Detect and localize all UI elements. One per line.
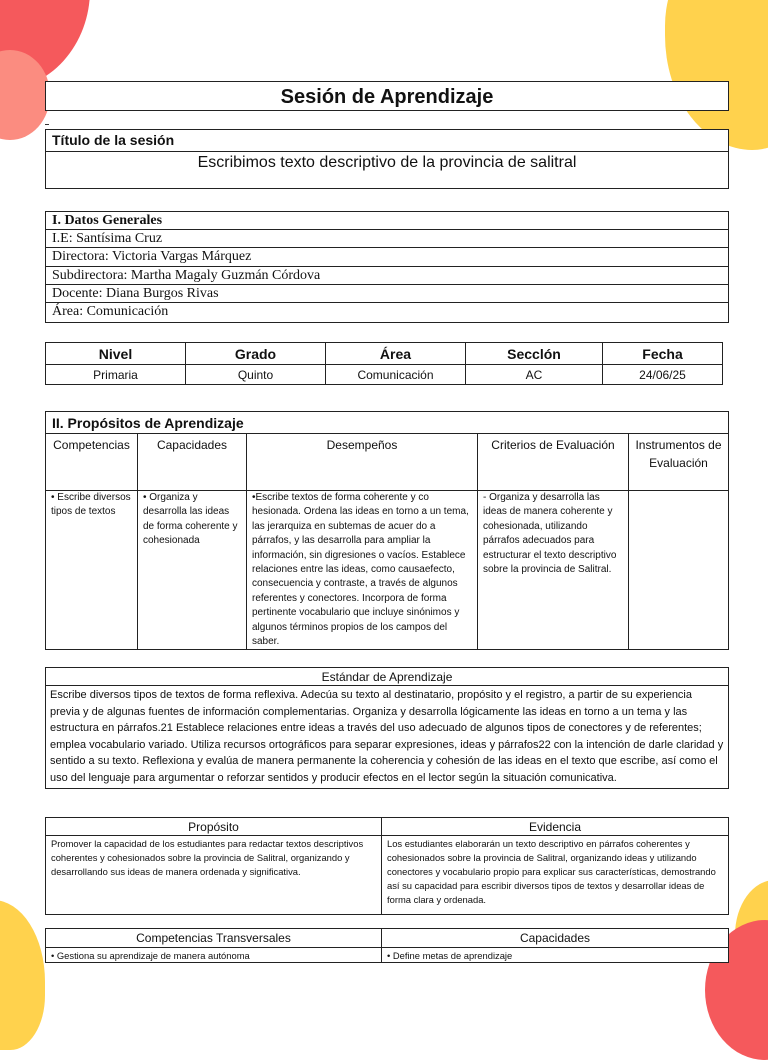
purposes-cell-capacidades: • Organiza y desarrolla las ideas de forma coherente y cohesionada: [138, 491, 247, 650]
page-title: Sesión de Aprendizaje: [45, 81, 729, 111]
purposes-cell-instrumentos: [629, 491, 729, 650]
purposes-cell-criterios: - Organiza y desarrolla las ideas de manera coherente y cohesionada, utilizando párrafos adecuados para estructurar el texto descriptivo sobre la provincia de Salitral.: [478, 491, 629, 650]
purposes-table: [45, 411, 729, 650]
info-header-area: Área: [326, 343, 466, 365]
purpose-text: Promover la capacidad de los estudiantes para redactar textos descriptivos coherentes y cohesionados sobre la provincia de Salitral, organizando y desarrollando sus ideas de manera ordenada y significativa.: [46, 836, 382, 915]
info-value-area: Comunicación: [326, 365, 466, 385]
purpose-heading: Propósito: [46, 818, 382, 836]
divider: [45, 124, 49, 125]
general-data-row: Docente: Diana Burgos Rivas: [46, 285, 728, 303]
transversal-capacities-heading: Capacidades: [382, 929, 729, 948]
standard-text: Escribe diversos tipos de textos de forma reflexiva. Adecúa su texto al destinatario, propósito y el registro, a partir de su experiencia previa y de algunas fuentes de información complementarias. Organiza y desarrolla lógicamente las ideas en torno a un tema y las estructura en párrafos.21 Establece relaciones entre ideas a través del uso adecuado de algunos tipos de conectores y de referentes; emplea vocabulario variado. Utiliza recursos ortográficos para separar expresiones, ideas y párrafos22 con la intención de darle claridad y sentido a su texto. Reflexiona y evalúa de manera permanente la coherencia y cohesión de las ideas en el texto que escribe, así como el uso del lenguaje para argumentar o reforzar sentidos y producir efectos en el lector según la situación comunicativa.: [46, 686, 729, 789]
standard-heading: Estándar de Aprendizaje: [46, 668, 729, 686]
purposes-header-capacidades: Capacidades: [138, 434, 247, 491]
purposes-header-competencias: Competencias: [46, 434, 138, 491]
info-value-seccion: AC: [466, 365, 603, 385]
purposes-heading: II. Propósitos de Aprendizaje: [46, 412, 729, 434]
transversal-capacity: • Define metas de aprendizaje: [382, 948, 729, 963]
purposes-cell-competencias: • Escribe diversos tipos de textos: [46, 491, 138, 650]
decor-blob-yellow: [665, 0, 768, 150]
purposes-header-desempenos: Desempeños: [247, 434, 478, 491]
info-header-fecha: Fecha: [603, 343, 723, 365]
general-data-box: [45, 211, 729, 323]
purposes-cell-desempenos: •Escribe textos de forma coherente y co hesionada. Ordena las ideas en torno a un tema, las jerarquiza en subtemas de acuer do a párrafos, y las desarrolla para ampliar la información, sin digresiones o vacíos. Establece relaciones entre las ideas, como causaefecto, consecuencia y contraste, a través de algunos referentes y conectores. Incorpora de forma pertinente vocabulario que incluye sinónimos y algunos términos propios de los campos del saber.: [247, 491, 478, 650]
info-value-fecha: 24/06/25: [603, 365, 723, 385]
purposes-header-criterios: Criterios de Evaluación: [478, 434, 629, 491]
session-title-value: Escribimos texto descriptivo de la provincia de salitral: [197, 154, 577, 171]
session-title-box: [45, 129, 729, 189]
evidence-text: Los estudiantes elaborarán un texto descriptivo en párrafos coherentes y cohesionados sobre la provincia de Salitral, organizando ideas y utilizando conectores y vocabulario propio para explicar sus características, demostrando así su capacidad para escribir diversos tipos de textos y desarrollar ideas de forma clara y ordenada.: [382, 836, 729, 915]
standard-table: [45, 667, 729, 789]
info-table: [45, 342, 723, 385]
general-data-row: Subdirectora: Martha Magaly Guzmán Córdova: [46, 267, 728, 285]
general-data-row: I.E: Santísima Cruz: [46, 230, 728, 248]
purpose-evidence-table: [45, 817, 729, 915]
session-title-label: Título de la sesión: [46, 130, 728, 152]
general-data-row: Área: Comunicación: [52, 303, 169, 319]
transversal-competencies-heading: Competencias Transversales: [46, 929, 382, 948]
info-value-nivel: Primaria: [46, 365, 186, 385]
transversal-table: [45, 928, 729, 963]
general-data-row: Directora: Victoria Vargas Márquez: [46, 248, 728, 266]
purposes-header-instrumentos: Instrumentos de Evaluación: [629, 434, 729, 491]
decor-blob-yellow: [0, 900, 45, 1050]
evidence-heading: Evidencia: [382, 818, 729, 836]
info-header-seccion: Secclón: [466, 343, 603, 365]
info-value-grado: Quinto: [186, 365, 326, 385]
transversal-competency: • Gestiona su aprendizaje de manera autónoma: [46, 948, 382, 963]
info-header-nivel: Nivel: [46, 343, 186, 365]
general-data-heading: I. Datos Generales: [46, 212, 728, 230]
info-header-grado: Grado: [186, 343, 326, 365]
